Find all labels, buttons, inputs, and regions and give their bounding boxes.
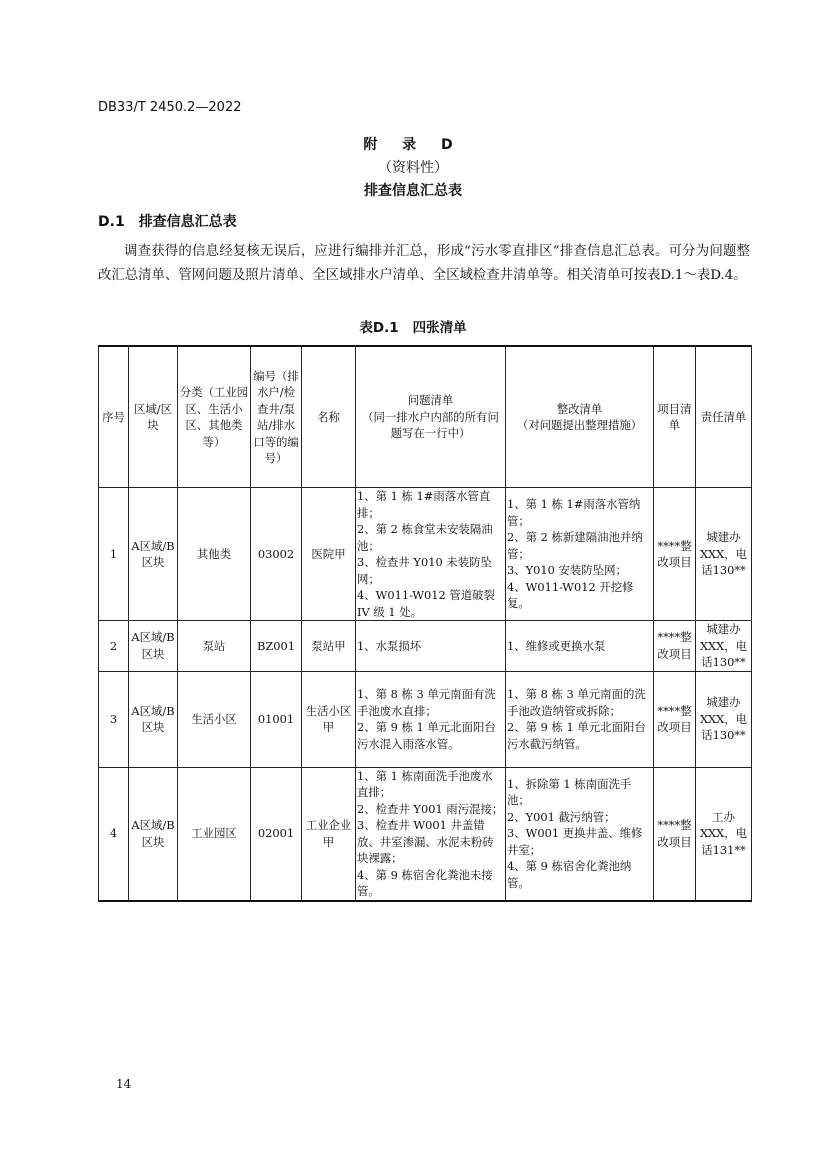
problem-item: 1、第 1 栋南面洗手池废水直排； (357, 768, 493, 799)
cell-code: 02001 (251, 767, 302, 901)
cell-area: A区域/B区块 (129, 488, 178, 621)
cell-seq: 4 (99, 767, 129, 901)
cell-category: 泵站 (178, 621, 251, 672)
header-rectify-title: 整改清单 (556, 401, 603, 416)
table-row (99, 621, 752, 672)
cell-area: A区域/B区块 (129, 767, 178, 901)
header-project: 项目清单 (654, 346, 696, 488)
cell-rectifications (506, 488, 654, 621)
header-rectify (506, 346, 654, 488)
table-caption-number: 表D.1 (359, 320, 399, 336)
table-caption-title: 四张清单 (412, 320, 467, 336)
rectify-item: 4、第 9 栋宿舍化粪池纳管。 (507, 859, 632, 890)
problem-item: 2、第 2 栋食堂未安装隔油池； (357, 522, 493, 553)
cell-area: A区域/B区块 (129, 621, 178, 672)
cell-problems (356, 488, 506, 621)
rectify-item: 2、Y001 截污纳管； (507, 809, 616, 824)
table-header-row (99, 346, 752, 488)
header-problem (356, 346, 506, 488)
rectify-item: 3、Y010 安装防坠网； (507, 563, 627, 578)
cell-seq: 3 (99, 671, 129, 767)
page-number: 14 (116, 1077, 132, 1091)
table-row (99, 671, 752, 767)
cell-project: ****整改项目 (654, 671, 696, 767)
standard-code: DB33/T 2450.2—2022 (98, 100, 242, 115)
problem-item: 1、第 8 栋 3 单元南面有洗手池废水直排； (357, 687, 496, 718)
cell-problems (356, 671, 506, 767)
header-name: 名称 (302, 346, 356, 488)
appendix-name: 排查信息汇总表 (364, 183, 462, 199)
table-row (99, 488, 752, 621)
cell-name: 医院甲 (302, 488, 356, 621)
header-code: 编号（排水户/检查井/泵站/排水口等的编号） (251, 346, 302, 488)
cell-name: 泵站甲 (302, 621, 356, 672)
cell-project: ****整改项目 (654, 621, 696, 672)
rectify-item: 2、第 2 栋新建隔油池并纳管； (507, 530, 643, 561)
cell-rectifications (506, 671, 654, 767)
cell-responsibility: 城建办XXX，电话130** (696, 671, 752, 767)
rectify-item: 2、第 9 栋 1 单元北面阳台污水截污纳管。 (507, 720, 646, 751)
rectify-item: 3、W001 更换井盖、维修井室； (507, 826, 643, 857)
cell-problems (356, 767, 506, 901)
problem-item: 1、第 1 栋 1#雨落水管直排； (357, 489, 491, 520)
cell-code: 01001 (251, 671, 302, 767)
problem-item: 4、第 9 栋宿舍化粪池未接管。 (357, 867, 493, 898)
cell-rectifications (506, 767, 654, 901)
problem-item: 1、水泵损坏 (357, 638, 422, 653)
cell-name: 生活小区甲 (302, 671, 356, 767)
cell-category: 其他类 (178, 488, 251, 621)
cell-project: ****整改项目 (654, 767, 696, 901)
header-category: 分类（工业园区、生活小区、其他类等） (178, 346, 251, 488)
section-title: 排查信息汇总表 (138, 214, 237, 230)
header-area: 区域/区块 (129, 346, 178, 488)
rectify-item: 1、拆除第 1 栋南面洗手池； (507, 776, 632, 808)
header-problem-note: （同一排水户内部的所有问题写在一行中） (362, 409, 499, 441)
cell-seq: 2 (99, 621, 129, 672)
rectify-item: 1、维修或更换水泵 (507, 638, 606, 653)
cell-category: 工业园区 (178, 767, 251, 901)
table-caption (0, 316, 826, 336)
rectify-item: 1、第 1 栋 1#雨落水管纳管； (507, 497, 641, 528)
cell-area: A区域/B区块 (129, 671, 178, 767)
cell-seq: 1 (99, 488, 129, 621)
header-seq: 序号 (99, 346, 129, 488)
section-heading (98, 211, 237, 231)
header-problem-title: 问题清单 (407, 393, 454, 408)
problem-item: 3、检查井 Y010 未装防坠网； (357, 555, 492, 586)
cell-code: 03002 (251, 488, 302, 621)
cell-problems (356, 621, 506, 672)
table-row (99, 767, 752, 901)
cell-code: BZ001 (251, 621, 302, 672)
problem-item: 3、检查井 W001 井盖错放、井室渗漏、水泥未粉砖块裸露； (357, 818, 494, 865)
cell-responsibility: 工办XXX，电话131** (696, 767, 752, 901)
cell-name: 工业企业甲 (302, 767, 356, 901)
header-responsibility: 责任清单 (696, 346, 752, 488)
rectify-item: 1、第 8 栋 3 单元南面的洗手池改造纳管或拆除； (507, 687, 646, 718)
problem-item: 2、检查井 Y001 雨污混接； (357, 801, 504, 816)
section-paragraph: 调查获得的信息经复核无误后，应进行编排并汇总，形成“污水零直排区”排查信息汇总表。可分为问题整改汇总清单、管网问题及照片清单、全区域排水户清单、全区域检查井清单等。相关清单可按表D.1～表D.4。 (98, 244, 750, 283)
cell-responsibility: 城建办XXX，电话130** (696, 621, 752, 672)
header-rectify-note: （对问题提出整理措施） (516, 418, 643, 432)
cell-rectifications (506, 621, 654, 672)
cell-responsibility: 城建办XXX，电话130** (696, 488, 752, 621)
section-number: D.1 (98, 214, 125, 230)
rectify-item: 4、W011-W012 开挖修复。 (507, 579, 634, 611)
appendix-title: 附 录 D (363, 137, 463, 153)
cell-category: 生活小区 (178, 671, 251, 767)
problem-item: 4、W011-W012 管道破裂 IV 级 1 处。 (357, 588, 495, 619)
summary-table (98, 345, 752, 902)
problem-item: 2、第 9 栋 1 单元北面阳台污水混入雨落水管。 (357, 720, 496, 751)
cell-project: ****整改项目 (654, 488, 696, 621)
appendix-nature: （资料性） (378, 160, 448, 176)
